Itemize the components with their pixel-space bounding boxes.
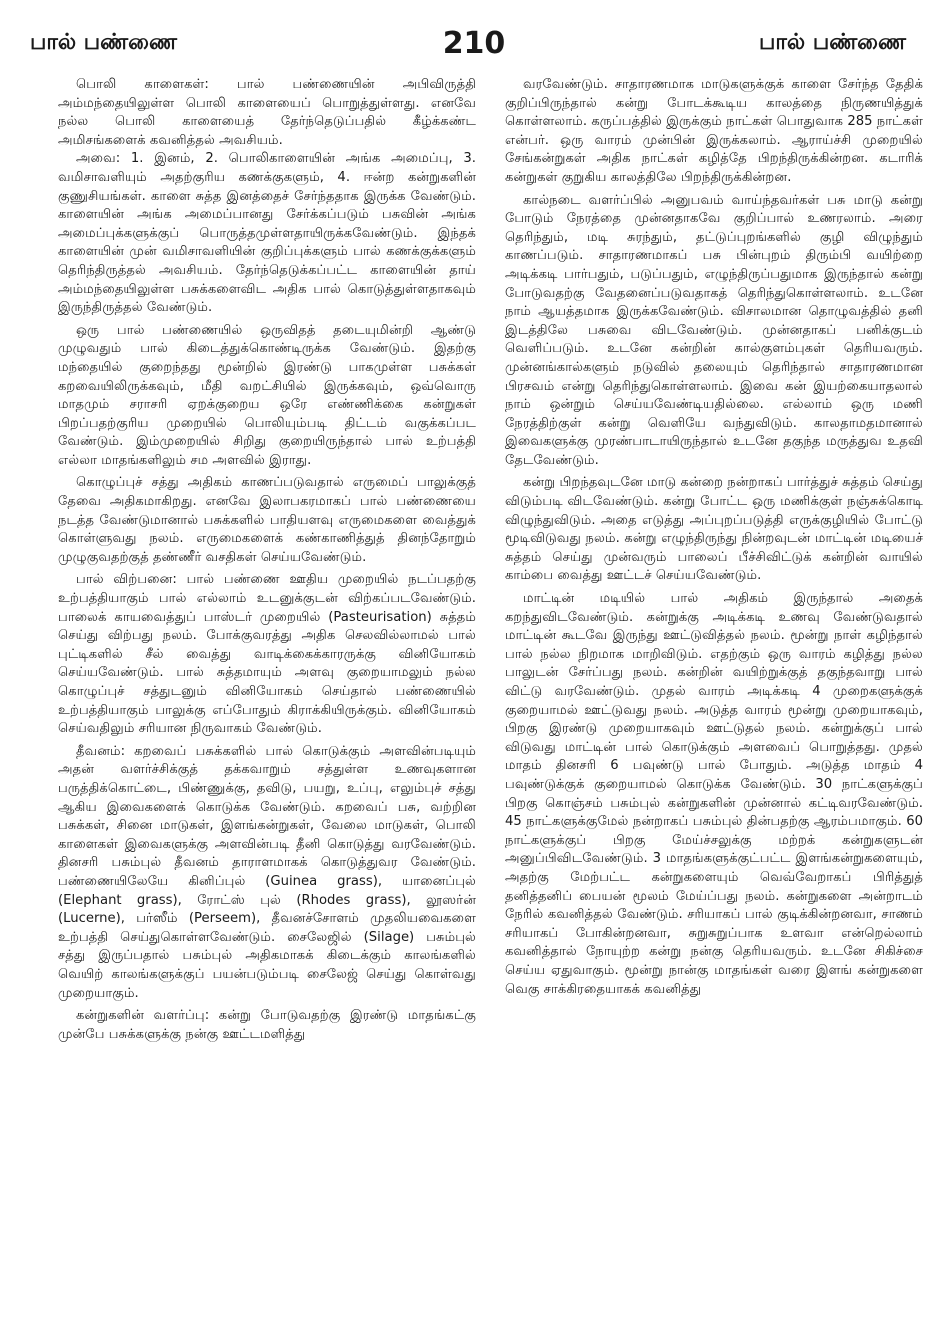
paragraph-calf-rearing: கன்றுகளின் வளர்ப்பு: கன்று போடுவதற்கு இரண்டு மாதங்கட்கு முன்பே பசுக்களுக்கு நன்கு ஊட்டமளித்து [58,1008,476,1042]
page-header [0,26,948,62]
paragraph-bull-criteria: அவை: 1. இனம், 2. பொலிகாளையின் அங்க அமைப்பு, 3. வமிசாவளியும் அதற்குரிய கணக்குகளும், 4. ஈன்ற கன்றுகளின் குணுசியங்கள். காளை சுத்த இனத்தைச் சேர்ந்ததாக இருக்க வேண்டும். காளையின் அங்க அமைப்பானது சேர்க்கப்படும் பசுவின் அங்க அமைப்புக்களுக்குப் பொருத்தமுள்ளதாயிருக்கவேண்டும். இந்தக் காளையின் முன் வமிசாவளியின் குறிப்புக்களும் பால் கணக்குக்களும் தெரிந்திருத்தல் அவசியம். தேர்ந்தெடுக்கப்பட்ட காளையின் தாய் அம்மந்தையிலுள்ள பசுக்களைவிட அதிக பால் கொடுத்துள்ளதாகவும் இருந்திருத்தல் வேண்டும். [58,151,476,316]
paragraph-buffaloes: கொழுப்புச் சத்து அதிகம் காணப்படுவதால் எருமைப் பாலுக்குத் தேவை அதிகமாகிறது. எனவே இலாபகரமாகப் பால் பண்ணையை நடத்த வேண்டுமானால் பசுக்களில் பாதியளவு எருமைகளை வைத்துக் கொள்ளுவது நலம். எருமைகளைக் கண்காணித்துத் தினந்தோறும் முழுகுவதற்குத் தண்ணீர் வசதிகள் செய்யவேண்டும். [58,475,476,565]
right-column [505,76,923,999]
running-title-left: பால் பண்ணை [30,30,177,55]
paragraph-fodder: தீவனம்: கறவைப் பசுக்களில் பால் கொடுக்கும் அளவின்படியும் அதன் வளர்ச்சிக்குத் தக்கவாறும் சத்துள்ள உணவுகளான பருத்திக்கொட்டை, பிண்ணுக்கு, தவிடு, பயறு, உப்பு, எலும்புச் சத்து ஆகிய இவைகளைக் கொடுக்க வேண்டும். கறவைப் பசு, வற்றின பசுக்கள், சினை மாடுகள், இளங்கன்றுகள், வேலை மாடுகள், பொலி காளைகள் இவைகளுக்கு அளவின்படி தீனி கொடுத்து வரவேண்டும். தினசரி பசும்புல் தீவனம் தாராளமாகக் கொடுத்துவர வேண்டும். பண்ணையிலேயே கினிப்புல் (Guinea grass), யானைப்புல் (Elephant grass), ரோட்ஸ் புல் (Rhodes grass), லூஸர்ன் (Lucerne), பர்ஸீம் (Perseem), தீவனச்சோளம் முதலியவைகளை உற்பத்தி செய்துகொள்ளவேண்டும். சைலேஜில் (Silage) பசும்புல் சத்து இருப்பதால் பசும்புல் அதிகமாகக் கிடைக்கும் காலங்களில் வெயிற் காலங்களுக்குப் பயன்படும்படி சைலேஜ் செய்து கொள்வது முறையாகும். [58,743,476,1001]
paragraph-breeding-bulls: பொலி காளைகள்: பால் பண்ணையின் அபிவிருத்தி அம்மந்தையிலுள்ள பொலி காளையைப் பொறுத்துள்ளது. எனவே நல்ல பொலி காளையைத் தேர்ந்தெடுப்பதில் கீழ்க்கண்ட அமிசங்களைக் கவனித்தல் அவசியம். [58,77,476,148]
paragraph-gestation: வரவேண்டும். சாதாரணமாக மாடுகளுக்குக் காளை சேர்ந்த தேதிக் குறிப்பிருந்தால் கன்று போடக்கூடிய காலத்தை நிருணயித்துக் கொள்ளலாம். கருப்பத்தில் இருக்கும் நாட்கள் பொதுவாக 285 நாட்கள் என்பர். ஒரு வாரம் முன்பின் இருக்கலாம். ஆராய்ச்சி முறையில் சேங்கன்றுகள் அதிக நாட்கள் கழித்தே பிறந்திருக்கின்றன. கடாரிக் கன்றுகள் குறுகிய காலத்திலே பிறந்திருக்கின்றன. [505,77,923,185]
paragraph-year-round-milk: ஒரு பால் பண்ணையில் ஒருவிதத் தடையுமின்றி ஆண்டு முழுவதும் பால் கிடைத்துக்கொண்டிருக்க வேண்டும். இதற்கு மந்தையில் குறைந்தது மூன்றில் இரண்டு பாகமுள்ள பசுக்கள் கறவையிலிருக்கவும், மீதி வறட்சியில் இருக்கவும், ஒவ்வொரு மாதமும் சராசரி ஏறக்குறைய ஒரே எண்ணிக்கை கன்றுகள் பிறப்பதற்குரிய முறையில் பொலியும்படி திட்டம் வகுக்கப்பட வேண்டும். இம்முறையில் சிறிது குறையிருந்தால் பால் உற்பத்தி எல்லா மாதங்களிலும் சம அளவில் இராது. [58,322,476,468]
page-number: 210 [442,26,506,61]
paragraph-calf-feeding: மாட்டின் மடியில் பால் அதிகம் இருந்தால் அதைக் கறந்துவிடவேண்டும். கன்றுக்கு அடிக்கடி உணவு வேண்டுவதால் மாட்டின் கூடவே இருந்து ஊட்டுவித்தல் நலம். மூன்று நாள் கழிந்தால் பால் நல்ல நிறமாக மாறிவிடும். எதற்கும் ஒரு வாரம் கழித்து நல்ல பாலுடன் சேர்ப்பது நலம். கன்றின் வயிற்றுக்குத் தகுந்தவாறு பால் விட்டு வரவேண்டும். முதல் வாரம் அடிக்கடி 4 முறைகளுக்குக் குறையாமல் ஊட்டுவது நலம். அடுத்த வாரம் மூன்று முறையாகவும், பிறகு இரண்டு முறையாகவும் ஊட்டுதல் நலம். கன்றுக்குப் பால் விடுவது மாட்டின் பால் கொடுக்கும் அளவைப் பொறுத்தது. முதல் மாதம் தினசரி 6 பவுண்டு பால் போதும். அடுத்த மாதம் 4 பவுண்டுக்குக் குறையாமல் கொடுக்க வேண்டும். 30 நாட்களுக்குப் பிறகு கொஞ்சம் பசும்புல் கன்றுகளின் முன்னால் கட்டிவரவேண்டும். 45 நாட்களுக்குமேல் நன்றாகப் பசும்புல் தின்பதற்கு ஆரம்பமாகும். 60 நாட்களுக்குப் பிறகு மேய்ச்சலுக்கு மற்றக் கன்றுகளுடன் அனுப்பிவிடவேண்டும். 3 மாதங்களுக்குட்பட்ட இளங்கன்றுகளையும், அதற்கு மேற்பட்ட கன்றுகளையும் வெவ்வேறாகப் பிரித்துத் தனித்தனிப் பையன் மூலம் மேய்ப்பது நலம். கன்றுகளை அன்றாடம் நேரில் கவனித்தல் வேண்டும். சரியாகப் பால் குடிக்கின்றனவா, சாணம் சரியாகப் போகின்றனவா, சுறுசுறுப்பாக உளவா என்றெல்லாம் கவனித்தால் நோயுற்ற கன்று நன்கு தெரியவரும். உடனே சிகிச்சை செய்ய ஏதுவாகும். மூன்று நான்கு மாதங்கள் வரை இளங் கன்றுகளை வெகு சாக்கிரதையாகக் கவனித்து [505,591,923,997]
left-column [58,76,476,1044]
paragraph-milk-sales: பால் விற்பனை: பால் பண்ணை ஊதிய முறையில் நடப்பதற்கு உற்பத்தியாகும் பால் எல்லாம் உடனுக்குடன் விற்கப்படவேண்டும். பாலைக் காயவைத்துப் பாஸ்டர் முறையில் (Pasteurisation) சுத்தம் செய்து விற்பது நலம். போக்குவரத்து அதிக செலவில்லாமல் பால் புட்டிகளில் சீல் வைத்து வாடிக்கைக்காரருக்கு வினியோகம் செய்யவேண்டும். பால் சுத்தமாயும் அளவு குறையாமலும் நல்ல கொழுப்புச் சத்துடனும் வினியோகம் செய்தால் பண்ணையில் உற்பத்தியாகும் பாலுக்கு எப்போதும் கிராக்கியிருக்கும். வினியோகம் செய்வதிலும் சரியான நிருவாகம் வேண்டும். [58,572,476,737]
paragraph-after-birth: கன்று பிறந்தவுடனே மாடு கன்றை நன்றாகப் பார்த்துச் சுத்தம் செய்து விடும்படி விடவேண்டும். கன்று போட்ட ஒரு மணிக்குள் நஞ்சுக்கொடி விழுந்துவிடும். அதை எடுத்து அப்புறப்படுத்தி எருக்குழியில் போட்டு மூடிவிடுவது நலம். கன்று எழுந்திருந்து நின்றவுடன் மாட்டின் மடியைச் சுத்தம் செய்து முன்வரும் பாலைப் பீச்சிவிட்டுக் கன்றின் வாயில் காம்பை வைத்து ஊட்டச் செய்யவேண்டும். [505,475,923,584]
running-title-right: பால் பண்ணை [759,30,906,55]
paragraph-calving-signs: கால்நடை வளர்ப்பில் அனுபவம் வாய்ந்தவர்கள் பசு மாடு கன்று போடும் நேரத்தை முன்னதாகவே குறிப்பால் உணரலாம். அரை தெரிந்தும், மடி சுரந்தும், தட்டுப்புறங்களில் குழி விழுந்தும் காணப்படும். சாதாரணமாகப் பசு பின்புறம் திரும்பி வயிற்றை அடிக்கடி பார்பதும், படுப்பதும், எழுந்திருப்பதுமாக இருந்தால் கன்று போடுவதற்கு வேதனைப்படுவதாகத் தெரிந்துகொள்ளலாம். உடனே நாம் ஆயத்தமாக இருக்கவேண்டும். விசாலமான தொழுவத்தில் தனி இடத்திலே பசுவை விடவேண்டும். முன்னதாகப் பனிக்குடம் வெளிப்படும். உடனே கன்றின் கால்குளம்புகள் தெரியவரும். முன்னங்கால்களும் நடுவில் தலையும் தெரிந்தால் சாதாரணமான பிரசவம் என்று தெரிந்துகொள்ளலாம். இவை கன் இயற்கையாதலால் நாம் ஒன்றும் செய்யவேண்டியதில்லை. எல்லாம் ஒரு மணி நேரத்திற்குள் கன்று வெளியே வந்துவிடும். காலதாமதமானால் இவைகளுக்கு முரண்பாடாயிருந்தால் உடனே தகுந்த மருத்துவ உதவி தேடவேண்டும். [505,192,923,468]
